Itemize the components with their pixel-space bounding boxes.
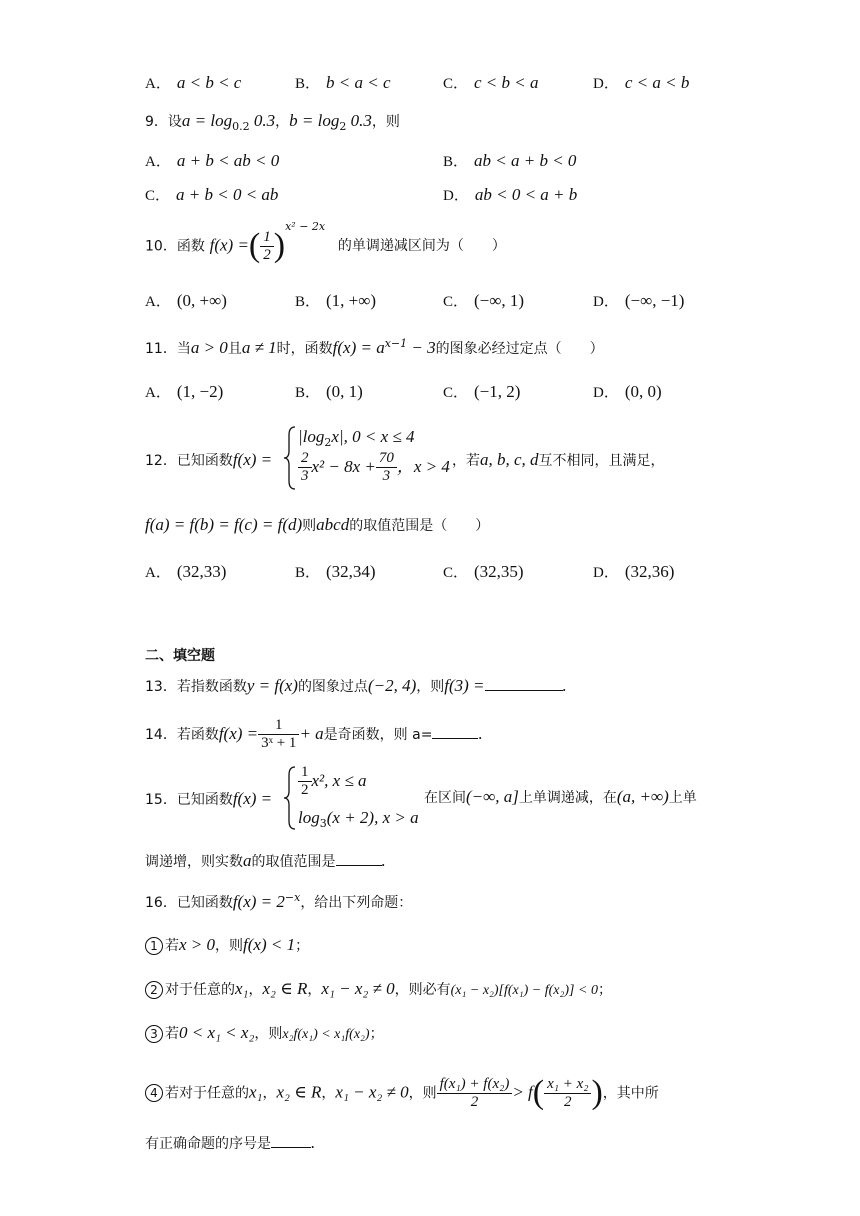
stem-text: 对于任意的 [165, 982, 235, 998]
stem-text: 函数 [176, 238, 205, 255]
stem-text: 若指数函数 [176, 679, 247, 695]
math: f(a) = f(b) = f(c) = f(d) [145, 515, 303, 534]
math: abcd [316, 515, 350, 534]
option-value: ab < a + b < 0 [474, 151, 577, 170]
answer-blank[interactable] [485, 676, 563, 691]
q15-stem-lead [145, 789, 272, 809]
sep: ， [275, 114, 290, 130]
q8-option-c [443, 73, 539, 93]
question-number: 13． [145, 679, 177, 695]
math: f(x) < 1 [243, 935, 296, 954]
stem-text: ，则 [416, 679, 445, 695]
math: (−2, 4) [367, 676, 417, 695]
answer-blank[interactable] [336, 851, 382, 866]
left-paren: ( [248, 227, 261, 264]
option-label: D． [443, 188, 469, 204]
numerator: 2 [298, 450, 312, 468]
stem-text: 则 [302, 518, 317, 534]
stem-text: 当 [176, 341, 191, 357]
section-title: 二、填空题 [145, 648, 215, 664]
denominator: 3 [301, 468, 309, 485]
stem-text: ； [295, 938, 310, 954]
q16-last-line [145, 1133, 315, 1153]
circled-number: 1 [145, 937, 163, 955]
math-a: a = log [181, 111, 233, 130]
question-number: 11． [145, 341, 177, 357]
q11-option-b [295, 382, 363, 402]
option-label: B． [295, 294, 321, 310]
q15-stem-tail [424, 787, 697, 807]
stem-text: 有正确命题的序号是 [145, 1136, 271, 1152]
period: . [381, 851, 386, 870]
question-number: 12． [145, 453, 177, 469]
option-label: C． [443, 294, 469, 310]
q8-option-d [593, 73, 689, 93]
stem-text: ， [262, 1085, 277, 1102]
stem-text: ，若 [452, 453, 480, 469]
option-label: B． [295, 385, 321, 401]
log-base: 2 [324, 436, 332, 449]
period: . [478, 723, 483, 743]
q12-case-2 [298, 450, 450, 486]
q12-option-c [443, 562, 524, 582]
option-label: A． [145, 154, 171, 170]
option-label: B． [295, 76, 321, 92]
stem-text: ， [307, 982, 322, 998]
option-label: D． [593, 76, 619, 92]
math: ，x > 4 [396, 456, 450, 476]
math: (a, +∞) [616, 787, 669, 806]
q12-option-a [145, 562, 226, 582]
stem-text: 若 [165, 938, 179, 954]
q9-option-b [443, 151, 576, 171]
log-base: 0.2 [232, 120, 250, 133]
stem-text: ，则 [254, 1026, 283, 1042]
stem-text: ，其中所 [602, 1085, 659, 1102]
q13-stem [145, 676, 567, 696]
stem-text: 已知函数 [176, 792, 233, 808]
q12-stem-tail [452, 450, 665, 470]
math: (−∞, a] [466, 787, 519, 806]
q12-option-b [295, 562, 376, 582]
option-value: b < a < c [326, 73, 391, 92]
option-label: A． [145, 76, 171, 92]
left-paren: ( [532, 1074, 545, 1111]
answer-blank[interactable] [432, 724, 478, 739]
denominator: 2 [470, 1093, 479, 1110]
math: x₁ − x₂ ≠ 0 [321, 979, 395, 998]
option-value: (−∞, 1) [474, 291, 525, 310]
math: x₂ ∈ R [262, 979, 308, 998]
q10-option-a [145, 291, 227, 311]
stem-text: 调递增，则实数 [145, 854, 243, 870]
q11-option-d [593, 382, 662, 402]
q16-statement-4 [145, 1073, 659, 1114]
math: a > 0 [190, 338, 228, 357]
exponent: x² − 2x [285, 220, 326, 234]
question-number: 9． [145, 114, 168, 130]
option-value: (32,34) [326, 562, 376, 581]
q15-case-1 [298, 764, 367, 800]
math: x₁ − x₂ ≠ 0 [335, 1082, 409, 1102]
option-label: D． [593, 385, 619, 401]
option-value: (−∞, −1) [624, 291, 685, 310]
option-value: (0, 1) [326, 382, 363, 401]
option-value: (0, +∞) [176, 291, 227, 310]
fraction [298, 764, 312, 800]
option-label: A． [145, 294, 171, 310]
option-label: A． [145, 565, 171, 581]
stem-text: 互不相同，且满足， [538, 453, 665, 469]
option-value: (−1, 2) [474, 382, 521, 401]
exponent: −x [284, 891, 301, 904]
question-number: 14． [145, 726, 177, 743]
question-number: 16． [145, 895, 177, 911]
numerator: 70 [376, 450, 397, 468]
log-arg: 0.3 [249, 111, 276, 130]
math: x₁ [235, 979, 249, 998]
stem-text: 的单调递减区间为（ ） [337, 238, 506, 255]
stem-text: 是奇函数，则 a= [323, 726, 433, 743]
option-label: B． [443, 154, 469, 170]
option-label: C． [145, 188, 171, 204]
math: − 3 [407, 338, 436, 357]
denominator: 3 [382, 468, 391, 485]
math-b: b = log [289, 111, 340, 130]
stem-text: ，给出下列命题： [300, 895, 413, 911]
log-arg: 0.3 [346, 111, 372, 130]
q8-option-b [295, 73, 391, 93]
option-label: A． [145, 385, 171, 401]
q11-option-c [443, 382, 520, 402]
math: a, b, c, d [480, 450, 539, 469]
option-value: (1, −2) [176, 382, 224, 401]
math: f(x) = [218, 723, 259, 743]
stem-text: ； [597, 982, 612, 998]
q12-line-2 [145, 515, 489, 535]
stem-text: 的取值范围是 [251, 854, 336, 870]
circled-number: 2 [145, 981, 163, 999]
question-number: 15． [145, 792, 177, 808]
math: y = f(x) [246, 676, 298, 695]
fraction [298, 450, 312, 486]
stem-text: 的取值范围是（ ） [349, 518, 490, 534]
option-value: c < a < b [624, 73, 690, 92]
math: a ≠ 1 [241, 338, 277, 357]
option-value: (1, +∞) [326, 291, 377, 310]
option-label: D． [593, 565, 619, 581]
q11-stem [145, 337, 604, 358]
math: a [243, 851, 252, 870]
option-label: C． [443, 565, 469, 581]
math: f(x) = 2 [232, 892, 285, 911]
q16-statement-3 [145, 1023, 384, 1044]
stem-text: ，则 [215, 938, 244, 954]
q16-statement-2 [145, 979, 612, 1000]
option-value: (32,35) [474, 562, 524, 581]
math: x₁ [249, 1082, 263, 1102]
numerator: f(x₁) + f(x₂) [437, 1076, 513, 1094]
q10-option-c [443, 291, 524, 311]
stem-text: 已知函数 [176, 895, 233, 911]
stem-text: 的图象过点 [297, 679, 368, 695]
fraction [258, 717, 299, 753]
option-value: a + b < ab < 0 [176, 151, 280, 170]
denominator: 2 [301, 782, 309, 799]
fraction [376, 450, 397, 486]
stem-text: 时，函数 [276, 341, 333, 357]
stem-text: 已知函数 [176, 453, 233, 469]
stem-text: 的图象必经过定点（ ） [435, 341, 604, 357]
q16-stem [145, 891, 412, 912]
stem-text: ，则必有 [394, 982, 451, 998]
math-fx: f(x) = [232, 789, 273, 808]
stem-text: 设 [167, 114, 182, 130]
right-paren: ) [591, 1074, 603, 1111]
numerator: 1 [298, 764, 312, 782]
stem-text: ， [321, 1085, 336, 1102]
stem-text: 在区间 [424, 790, 466, 806]
exponent: x−1 [384, 337, 408, 350]
math: f(x) = a [332, 338, 385, 357]
right-paren: ) [273, 227, 286, 264]
circled-number: 4 [145, 1084, 163, 1102]
denominator: 3ˣ + 1 [261, 735, 297, 752]
q15-case-2 [298, 808, 419, 830]
option-value: a < b < c [176, 73, 242, 92]
q8-option-a [145, 73, 241, 93]
q9-option-a [145, 151, 279, 171]
q14-stem [145, 717, 483, 753]
fraction [437, 1076, 513, 1112]
q9-stem [145, 111, 400, 133]
left-brace-icon [283, 765, 297, 831]
math: 0 < x₁ < x₂ [179, 1023, 255, 1042]
denominator: 2 [564, 1093, 572, 1110]
q11-option-a [145, 382, 223, 402]
q12-stem-lead [145, 450, 272, 470]
numerator: x₁ + x₂ [544, 1076, 591, 1094]
math: f(3) = [444, 676, 485, 695]
math: x², x ≤ a [311, 770, 367, 790]
q10-option-b [295, 291, 376, 311]
option-value: (32,36) [624, 562, 675, 581]
fraction [260, 229, 274, 265]
option-value: (32,33) [176, 562, 227, 581]
log-base: 2 [339, 120, 347, 133]
option-label: C． [443, 385, 469, 401]
question-number: 10． [145, 238, 177, 255]
fraction [544, 1076, 591, 1112]
option-label: B． [295, 565, 321, 581]
denominator: 2 [263, 246, 271, 263]
stem-text: 若对于任意的 [165, 1085, 249, 1102]
numerator: 1 [258, 717, 299, 735]
stem-text: 若函数 [176, 726, 219, 743]
math: (x₁ − x₂)[f(x₁) − f(x₂)] < 0 [450, 983, 598, 998]
q9-option-d [443, 185, 577, 205]
stem-text: ， [248, 982, 263, 998]
math: x₂ ∈ R [276, 1082, 322, 1102]
q9-option-c [145, 185, 278, 205]
period: . [311, 1133, 316, 1152]
q16-statement-1 [145, 935, 309, 955]
math: > f [512, 1082, 533, 1102]
stem-text: ，则 [408, 1085, 437, 1102]
left-brace-icon [283, 425, 297, 491]
option-label: C． [443, 76, 469, 92]
stem-text: 若 [165, 1026, 179, 1042]
log-base: 3 [319, 817, 327, 830]
period: . [562, 676, 567, 695]
q10-stem [145, 220, 506, 267]
q10-option-d [593, 291, 684, 311]
stem-text: 上单调递减，在 [518, 790, 617, 806]
math: x² − 8x + [311, 456, 376, 476]
math: |log [298, 427, 325, 446]
stem-text: 上单 [668, 790, 697, 806]
q15-line-2 [145, 851, 386, 871]
option-value: a + b < 0 < ab [176, 185, 279, 204]
q12-case-1 [298, 427, 414, 449]
numerator: 1 [260, 229, 274, 247]
stem-text: 且 [227, 341, 242, 357]
math: + a [299, 723, 324, 743]
option-value: c < b < a [474, 73, 539, 92]
circled-number: 3 [145, 1025, 163, 1043]
q12-option-d [593, 562, 674, 582]
math: x|, 0 < x ≤ 4 [331, 427, 415, 446]
option-value: ab < 0 < a + b [474, 185, 578, 204]
math: x > 0 [179, 935, 216, 954]
stem-text: ，则 [371, 114, 400, 130]
math: log [298, 808, 320, 827]
math: x₂f(x₁) < x₁f(x₂) [282, 1027, 370, 1042]
math-fx: f(x) = [209, 235, 249, 255]
answer-blank[interactable] [271, 1133, 311, 1148]
option-label: D． [593, 294, 619, 310]
math-fx: f(x) = [232, 450, 273, 469]
stem-text: ； [369, 1026, 384, 1042]
option-value: (0, 0) [624, 382, 662, 401]
math: (x + 2), x > a [326, 808, 419, 827]
